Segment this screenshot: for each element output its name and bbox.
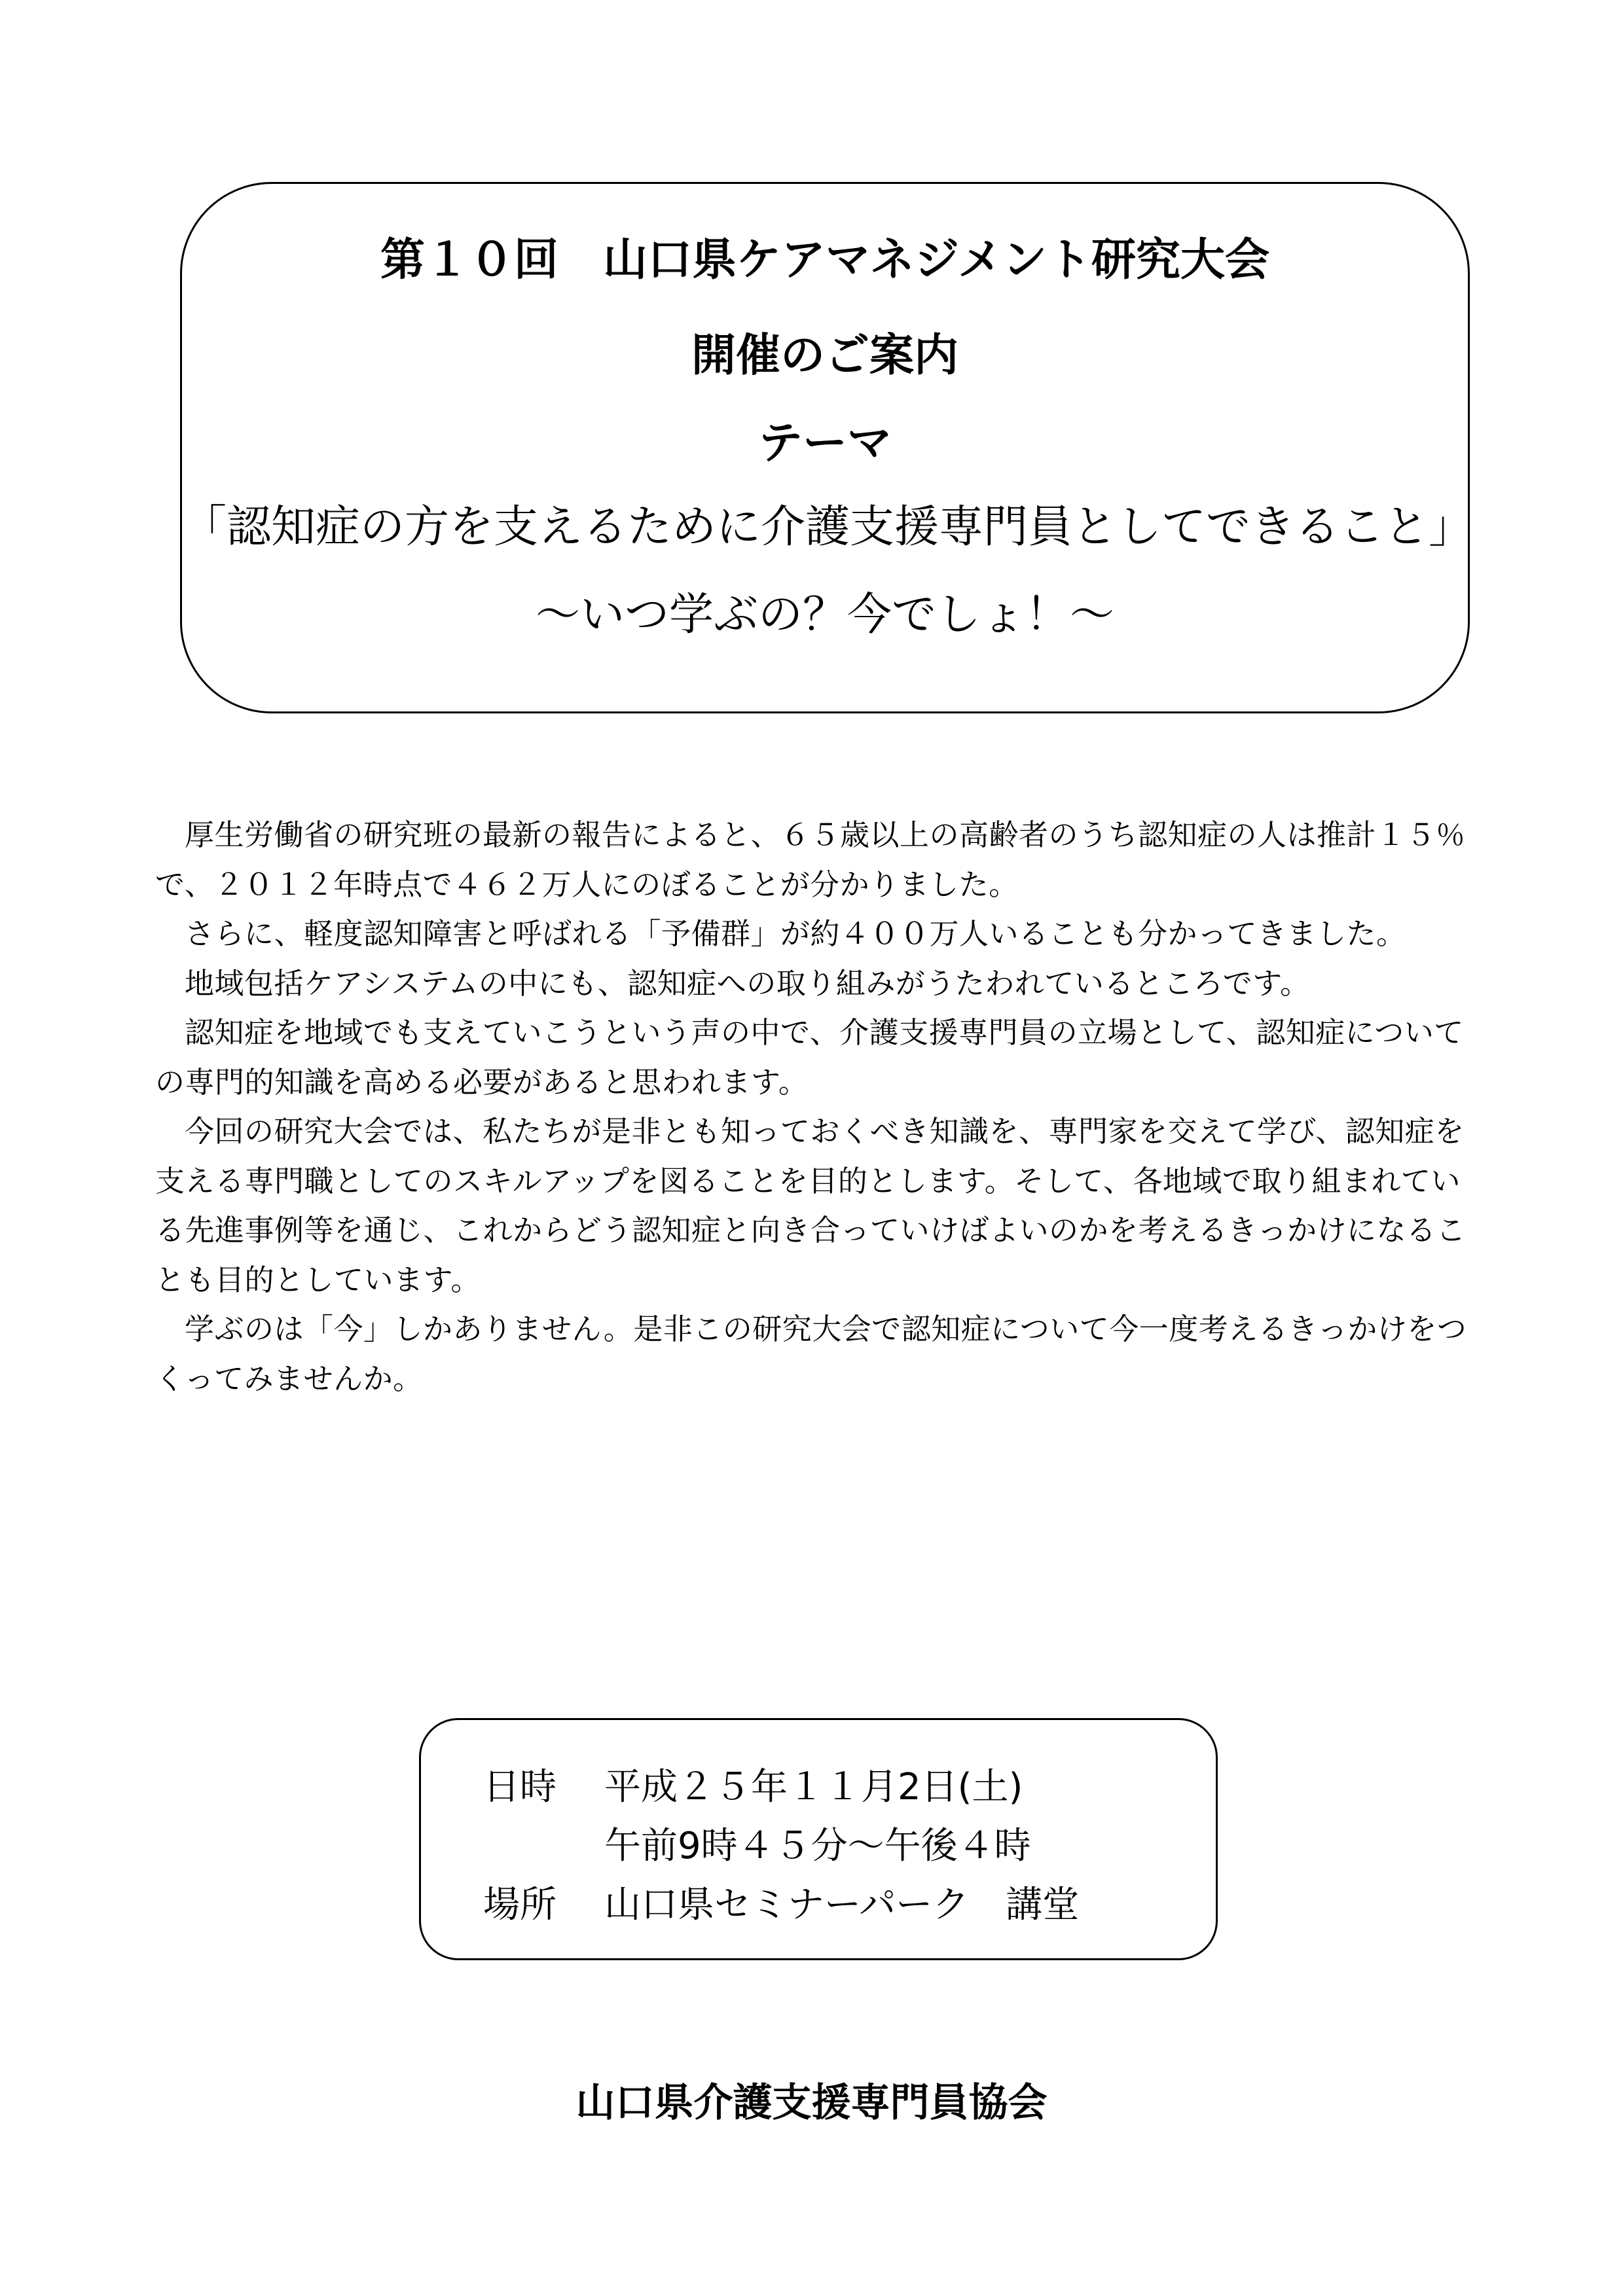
date-row xyxy=(483,1758,1023,1810)
body-paragraph: 認知症を地域でも支えていこうという声の中で、介護支援専門員の立場として、認知症についての専門的知識を高める必要があると思われます。 xyxy=(155,1015,1464,1100)
date-value: 平成２５年１１月2日(土) xyxy=(604,1766,1023,1808)
time-value: 午前9時４５分～午後４時 xyxy=(604,1825,1031,1867)
date-label: 日時 xyxy=(483,1766,556,1808)
theme-tagline: ～いつ学ぶの？今でしょ！～ xyxy=(535,589,1114,641)
organizer-name: 山口県介護支援専門員協会 xyxy=(575,2080,1048,2126)
theme-text: 「認知症の方を支えるために介護支援専門員としてできること」 xyxy=(182,501,1474,553)
place-row xyxy=(483,1876,1079,1928)
body-paragraph: 地域包括ケアシステムの中にも、認知症への取り組みがうたわれているところです。 xyxy=(185,965,1310,1001)
body-paragraph: 厚生労働省の研究班の最新の報告によると、６５歳以上の高齢者のうち認知症の人は推計１５％で、２０１２年時点で４６２万人にのぼることが分かりました。 xyxy=(155,817,1466,902)
body-paragraph: さらに、軽度認知障害と呼ばれる「予備群」が約４００万人いることも分かってきました。 xyxy=(185,916,1406,951)
event-subtitle: 開催のご案内 xyxy=(691,330,958,382)
title-box xyxy=(180,182,1474,713)
body-paragraph: 学ぶのは「今」しかありません。是非この研究大会で認知症について今一度考えるきっかけをつくってみませんか。 xyxy=(155,1312,1467,1396)
body-paragraph: 今回の研究大会では、私たちが是非とも知っておくべき知識を、専門家を交えて学び、認知症を支える専門職としてのスキルアップを図ることを目的とします。そして、各地域で取り組まれている先進事例等を通じ、これからどう認知症と向き合っていけばよいのかを考えるきっかけになることも目的としています。 xyxy=(155,1114,1467,1297)
theme-label: テーマ xyxy=(757,418,892,469)
event-info-box xyxy=(419,1718,1218,1960)
time-row xyxy=(483,1817,1031,1869)
event-title: 第１０回 山口県ケアマネジメント研究大会 xyxy=(380,234,1269,286)
place-label: 場所 xyxy=(483,1884,556,1926)
place-value: 山口県セミナーパーク 講堂 xyxy=(604,1884,1080,1926)
body-text xyxy=(155,810,1471,1403)
